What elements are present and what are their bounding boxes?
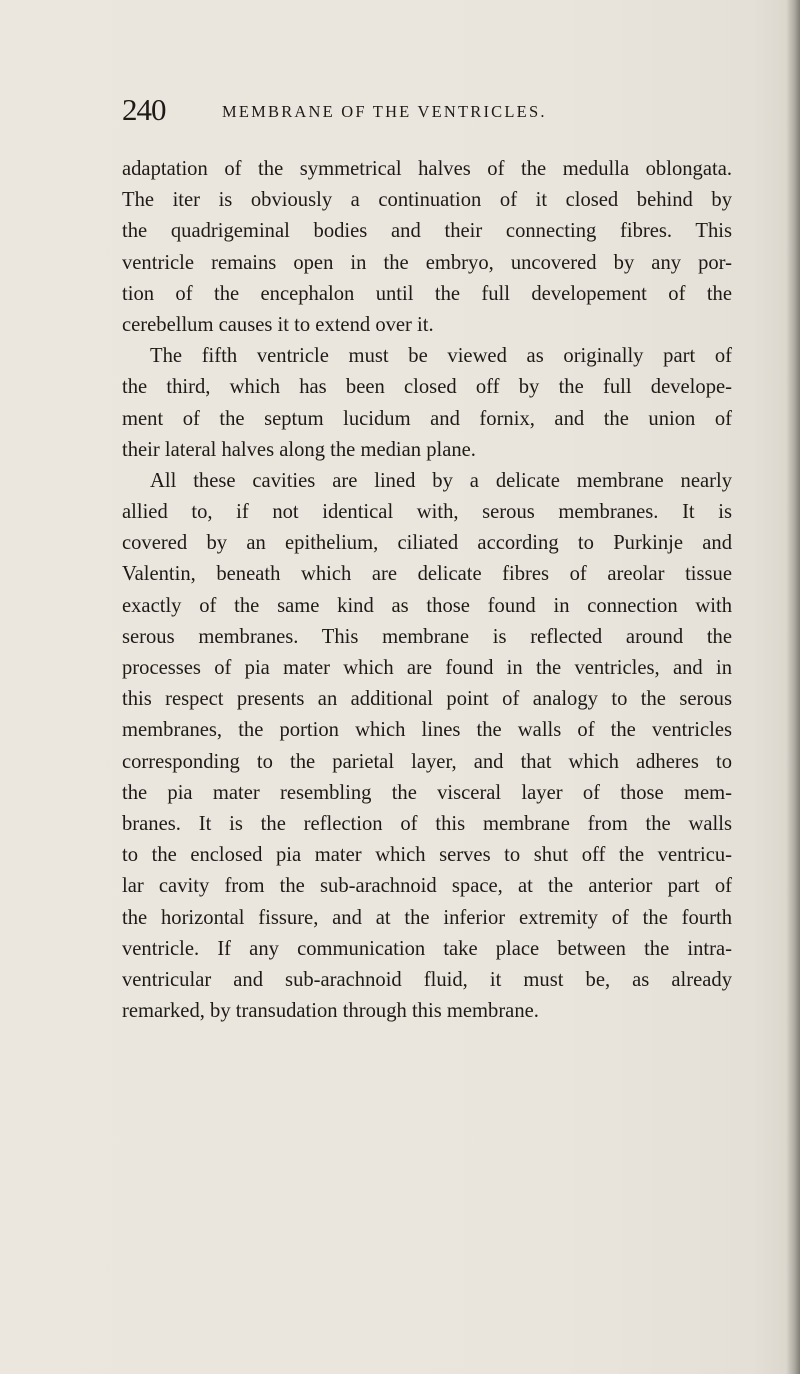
text-line: corresponding to the parietal layer, and that which adheres to [122, 750, 732, 773]
text-line: allied to, if not identical with, serous membranes. It is [122, 501, 732, 524]
text-line: exactly of the same kind as those found in connection with [122, 594, 732, 617]
text-line: membranes, the portion which lines the walls of the ventricles [122, 719, 732, 742]
text-line: remarked, by transudation through this membrane. [122, 1000, 539, 1023]
text-line: The iter is obviously a continuation of it closed behind by [122, 189, 732, 212]
text-line: the quadrigeminal bodies and their connecting fibres. This [122, 220, 732, 243]
text-line: lar cavity from the sub-arachnoid space, at the anterior part of [122, 875, 732, 898]
text-line: ventricular and sub-arachnoid fluid, it must be, as already [122, 968, 732, 991]
page-edge-shadow [786, 0, 800, 1374]
text-line: tion of the encephalon until the full developement of the [122, 282, 732, 305]
text-line: ventricle remains open in the embryo, uncovered by any por- [122, 251, 732, 274]
text-line: ventricle. If any communication take place between the intra- [122, 937, 732, 960]
text-line: All these cavities are lined by a delicate membrane nearly [150, 469, 732, 492]
text-line: Valentin, beneath which are delicate fibres of areolar tissue [122, 563, 732, 586]
text-line: the third, which has been closed off by the full develope- [122, 376, 732, 399]
text-line: serous membranes. This membrane is reflected around the [122, 625, 732, 648]
text-line: the horizontal fissure, and at the inferior extremity of the fourth [122, 906, 732, 929]
text-line: adaptation of the symmetrical halves of the medulla oblongata. [122, 158, 732, 180]
text-line: cerebellum causes it to extend over it. [122, 313, 434, 336]
text-line: processes of pia mater which are found in the ventricles, and in [122, 657, 732, 679]
text-line: their lateral halves along the median plane. [122, 438, 476, 461]
paragraph [122, 466, 732, 1027]
text-line: covered by an epithelium, ciliated according to Purkinje and [122, 532, 732, 555]
page-header [122, 92, 742, 132]
text-line: branes. It is the reflection of this membrane from the walls [122, 812, 732, 835]
text-line: to the enclosed pia mater which serves to shut off the ventricu- [122, 844, 732, 867]
body-text [122, 154, 732, 1027]
text-line: The fifth ventricle must be viewed as originally part of [150, 345, 732, 368]
text-line: the pia mater resembling the visceral layer of those mem- [122, 781, 732, 804]
text-line: ment of the septum lucidum and fornix, and the union of [122, 407, 732, 430]
paragraph [122, 154, 732, 341]
text-line: this respect presents an additional point of analogy to the serous [122, 688, 732, 711]
page-number: 240 [122, 92, 166, 127]
running-head: MEMBRANE OF THE VENTRICLES. [222, 102, 547, 121]
paragraph [122, 341, 732, 466]
